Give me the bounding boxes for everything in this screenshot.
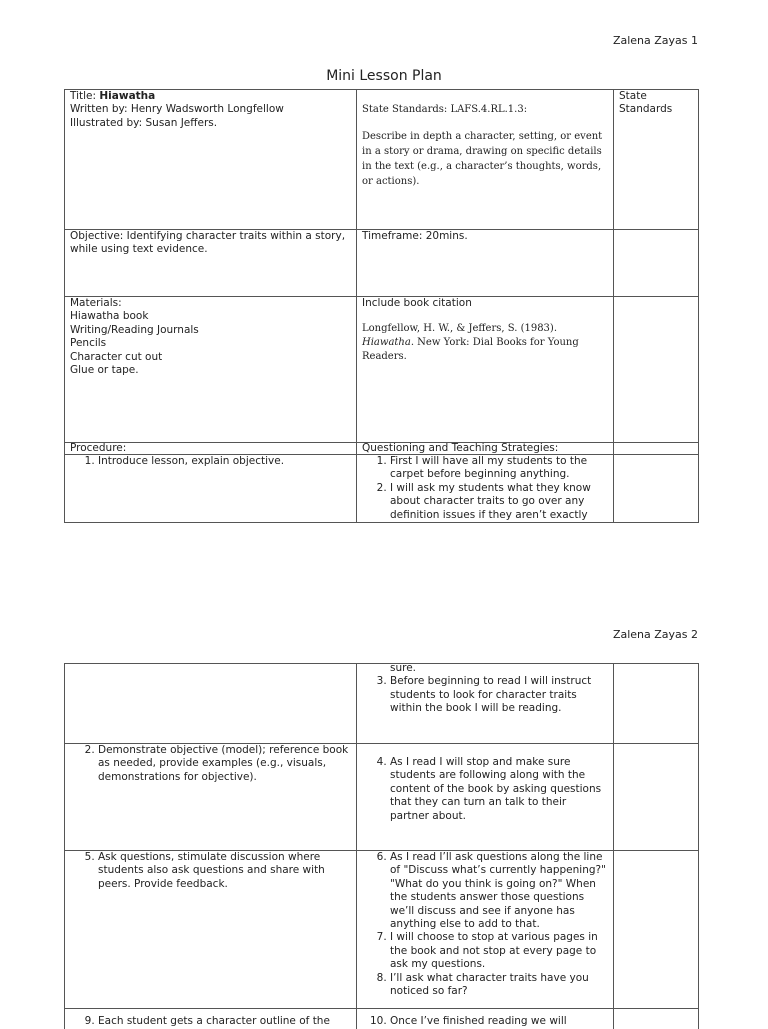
state-standards-side-cell: [614, 90, 699, 230]
procedure-item: 9. Each student gets a character outline of the: [98, 1015, 351, 1028]
illustrated-by: Illustrated by: Susan Jeffers.: [70, 116, 218, 129]
procedure-list: [70, 455, 351, 468]
table-row-procedure-header: [65, 443, 699, 455]
table-row-procedure-1: [65, 455, 699, 523]
continued-text: sure.: [390, 663, 417, 674]
material-item: Pencils: [70, 337, 107, 350]
state-standards-label: State Standards: [619, 90, 673, 116]
empty-cell: [614, 455, 699, 523]
strategy-item: 1. First I will have all my students to the carpet before beginning anything.: [390, 455, 608, 482]
empty-cell: [614, 664, 699, 744]
lesson-plan-table-page-1: [64, 89, 699, 523]
material-item: Writing/Reading Journals: [70, 323, 199, 336]
objective-text: Objective: Identifying character traits within a story, while using text evidence.: [70, 230, 346, 256]
table-row-title: [65, 90, 699, 230]
empty-cell: [614, 851, 699, 1009]
page-header-2: Zalena Zayas 2: [612, 628, 698, 641]
strategies-cell: [357, 744, 614, 851]
procedure-item: 2. Demonstrate objective (model); reference book as needed, provide examples (e.g., visuals, demonstrations for objective).: [98, 744, 351, 784]
strategies-cell: [357, 455, 614, 523]
procedure-label: Procedure:: [70, 442, 127, 454]
procedure-header-cell: [65, 443, 357, 455]
materials-cell: [65, 297, 357, 443]
table-row-procedure-2: [65, 744, 699, 851]
strategy-list: [362, 756, 608, 823]
written-by: Written by: Henry Wadsworth Longfellow: [70, 103, 284, 116]
strategies-cell: [357, 664, 614, 744]
standards-text: Describe in depth a character, setting, or event in a story or drama, drawing on specific details in the text (e.g., a character’s thoughts, words, or actions).: [362, 131, 603, 187]
table-row-continued: [65, 664, 699, 744]
procedure-list: [70, 1015, 351, 1028]
procedure-list: [70, 744, 351, 784]
book-title: Hiawatha: [99, 90, 156, 102]
strategy-list: [362, 1015, 608, 1028]
table-row-procedure-5: [65, 851, 699, 1009]
procedure-cell: [65, 851, 357, 1009]
title-label: Title:: [70, 90, 100, 102]
citation-label: Include book citation: [362, 297, 472, 309]
standards-label: State Standards: LAFS.4.RL.1.3:: [362, 104, 528, 115]
strategies-label: Questioning and Teaching Strategies:: [362, 442, 559, 454]
strategy-item: 7. I will choose to stop at various pages in the book and not stop at every page to ask my questions.: [390, 931, 608, 971]
material-item: Character cut out: [70, 350, 163, 363]
page-header-1: Zalena Zayas 1: [612, 34, 698, 47]
book-info-cell: [65, 90, 357, 230]
empty-cell: [614, 443, 699, 455]
material-item: Hiawatha book: [70, 310, 149, 323]
material-item: Glue or tape.: [70, 364, 139, 377]
citation-publisher: . New York: Dial Books for Young Readers.: [362, 337, 579, 363]
citation-title: Hiawatha: [362, 337, 411, 349]
empty-cell: [614, 744, 699, 851]
timeframe-cell: [357, 230, 614, 297]
strategy-list: [362, 675, 608, 715]
book-citation: [362, 322, 608, 364]
empty-cell: [614, 230, 699, 297]
strategy-item: 2. I will ask my students what they know about character traits to go over any definition issues if they aren’t exactly: [390, 482, 608, 522]
procedure-item: 1. Introduce lesson, explain objective.: [98, 455, 351, 468]
strategies-header-cell: [357, 443, 614, 455]
strategy-list: [362, 455, 608, 522]
table-row-procedure-9: [65, 1009, 699, 1029]
citation-cell: [357, 297, 614, 443]
materials-label: Materials:: [70, 297, 122, 309]
citation-authors: Longfellow, H. W., & Jeffers, S. (1983).: [362, 323, 557, 335]
procedure-cell: [65, 455, 357, 523]
strategy-item: 3. Before beginning to read I will instruct students to look for character traits within the book I will be reading.: [390, 675, 608, 715]
timeframe-text: Timeframe: 20mins.: [362, 230, 468, 242]
table-row-objective: [65, 230, 699, 297]
strategy-item: 8. I’ll ask what character traits have you noticed so far?: [390, 972, 608, 999]
procedure-cell: [65, 744, 357, 851]
document-title: Mini Lesson Plan: [326, 68, 442, 84]
strategies-cell: [357, 851, 614, 1009]
lesson-plan-table-page-2: [64, 663, 699, 1029]
objective-cell: [65, 230, 357, 297]
strategies-cell: [357, 1009, 614, 1029]
procedure-list: [70, 851, 351, 891]
strategy-item: 4. As I read I will stop and make sure students are following along with the content of the book by asking questions that they can turn an talk to their partner about.: [390, 756, 608, 823]
strategy-list: [362, 851, 608, 998]
procedure-cell: [65, 1009, 357, 1029]
table-row-materials: [65, 297, 699, 443]
standards-cell: [357, 90, 614, 230]
strategy-item: 6. As I read I’ll ask questions along the line of "Discuss what’s currently happening?" "What do you think is going on?" When the students answer those questions we’ll discuss and see if anyone has anything else to add to that.: [390, 851, 608, 931]
empty-cell: [614, 1009, 699, 1029]
empty-cell: [65, 664, 357, 744]
empty-cell: [614, 297, 699, 443]
procedure-item: 5. Ask questions, stimulate discussion where students also ask questions and share with peers. Provide feedback.: [98, 851, 351, 891]
strategy-item: 10. Once I’ve finished reading we will: [390, 1015, 608, 1028]
